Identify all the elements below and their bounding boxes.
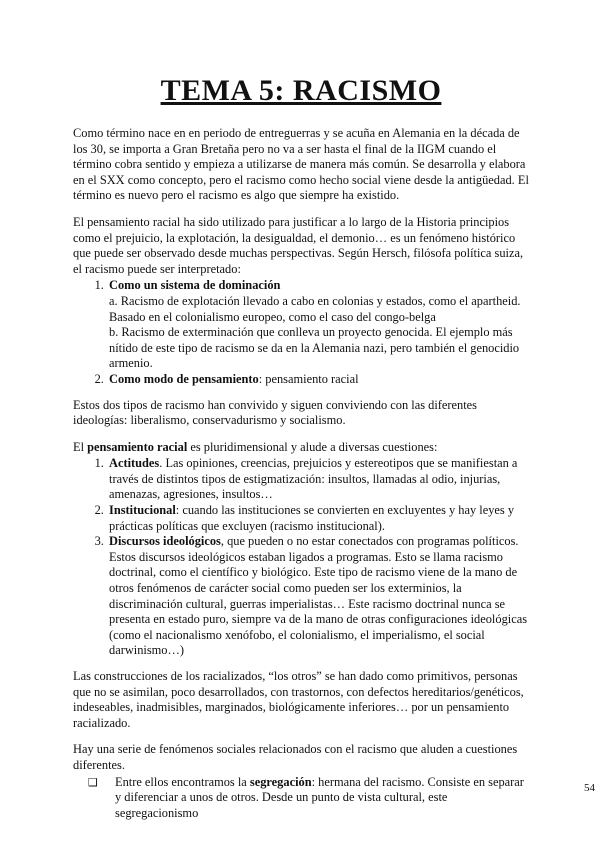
list-item-title: Institucional: [109, 503, 176, 518]
list-item-title: Actitudes: [109, 456, 160, 471]
interpretation-list: [73, 278, 529, 387]
paragraph-racial-thought: El pensamiento racial ha sido utilizado para justificar a lo largo de la Historia principios como el prejuicio, la explotación, la desigualdad, el demonio… es un fenómeno histórico que puede ser observado desde muchas perspectivas. Según Hersch, filósofa política suiza, el racismo puede ser interpretado:: [73, 214, 524, 276]
list-item-title: Discursos ideológicos: [109, 534, 221, 549]
text-span: es pluridimensional y alude a diversas cuestiones:: [187, 439, 438, 454]
list-item: [107, 534, 529, 659]
phenomena-checklist: [73, 775, 529, 822]
list-item-title: Como modo de pensamiento: [109, 371, 259, 386]
text-span: Entre ellos encontramos la: [115, 774, 250, 789]
list-item-title: Como un sistema de dominación: [109, 278, 281, 293]
checkbox-icon: ❑: [88, 775, 98, 789]
list-item-text: . Las opiniones, creencias, prejuicios y estereotipos que se manifiestan a través de distintos tipos de estigmatización: insultos, llamadas al odio, injurias, amenazas, agresiones, insultos…: [109, 456, 518, 502]
text-span: El: [73, 439, 88, 454]
list-item: [107, 503, 529, 534]
bold-term: pensamiento racial: [87, 439, 188, 454]
page-number: 54: [584, 782, 595, 794]
list-item-text: : pensamiento racial: [258, 371, 359, 386]
bold-term: segregación: [249, 774, 312, 789]
list-item-text: : cuando las instituciones se convierten en excluyentes y hay leyes y prácticas políticas que excluyen (racismo institucional).: [109, 503, 515, 533]
dimensions-list: [73, 456, 529, 659]
list-subitem: b. Racismo de exterminación que conlleva un proyecto genocida. El ejemplo más nítido de este tipo de racismo se da en la Alemania nazi, pero también el genocidio armenio.: [109, 325, 520, 371]
list-item: [107, 456, 529, 503]
list-item: [107, 372, 529, 388]
paragraph-phenomena: Hay una serie de fenómenos sociales relacionados con el racismo que aluden a cuestiones diferentes.: [73, 742, 518, 772]
list-item: [107, 278, 529, 372]
paragraph-origin: Como término nace en en periodo de entreguerras y se acuña en Alemania en la década de los 30, se importa a Gran Bretaña pero no va a ser hasta el final de la IIGM cuando el término cobra sentido y empieza a utilizarse de manera más común. Se desarrolla y elabora en el SXX como concepto, pero el racismo como hecho social viene desde la antigüedad. El término es nuevo pero el racismo es algo que siempre ha existido.: [73, 126, 529, 203]
text-span: : hermana del racismo. Consiste en separar y diferenciar a unos de otros. Desde un punto de vista cultural, este segregacionismo: [115, 774, 524, 820]
paragraph-constructions: Las construcciones de los racializados, “los otros” se han dado como primitivos, personas que no se asimilan, poco desarrollados, con trastornos, con defectos hereditarios/genéticos, indeseables, inadmisibles, marginados, biológicamente inferiores… por un pensamiento racializado.: [73, 669, 524, 730]
paragraph-pluridimensional: [73, 440, 529, 456]
list-subitem: a. Racismo de explotación llevado a cabo en colonias y estados, como el apartheid. Basado en el colonialismo europeo, como el caso del congo-belga: [109, 293, 521, 324]
page-title: TEMA 5: RACISMO: [160, 74, 442, 107]
paragraph-ideologies: Estos dos tipos de racismo han convivido y siguen conviviendo con las diferentes ideologías: liberalismo, conservadurismo y socialismo.: [73, 397, 477, 428]
checklist-item: [88, 775, 529, 822]
list-item-text: , que pueden o no estar conectados con programas políticos. Estos discursos ideológicos estaban ligados a programas. Esto se llama racismo doctrinal, como el científico y biológico. Este tipo de racismo viene de la mano de otros fenómenos de carácter social como pueden ser los exterminios, la discriminación cultural, guerras imperialistas… Este racismo doctrinal nunca se presenta en estado puro, siempre va de la mano de otras configuraciones ideológicas (como el nacionalismo xenófobo, el colonialismo, el imperialismo, el social darwinismo…): [109, 534, 528, 658]
document-body: [73, 126, 529, 821]
